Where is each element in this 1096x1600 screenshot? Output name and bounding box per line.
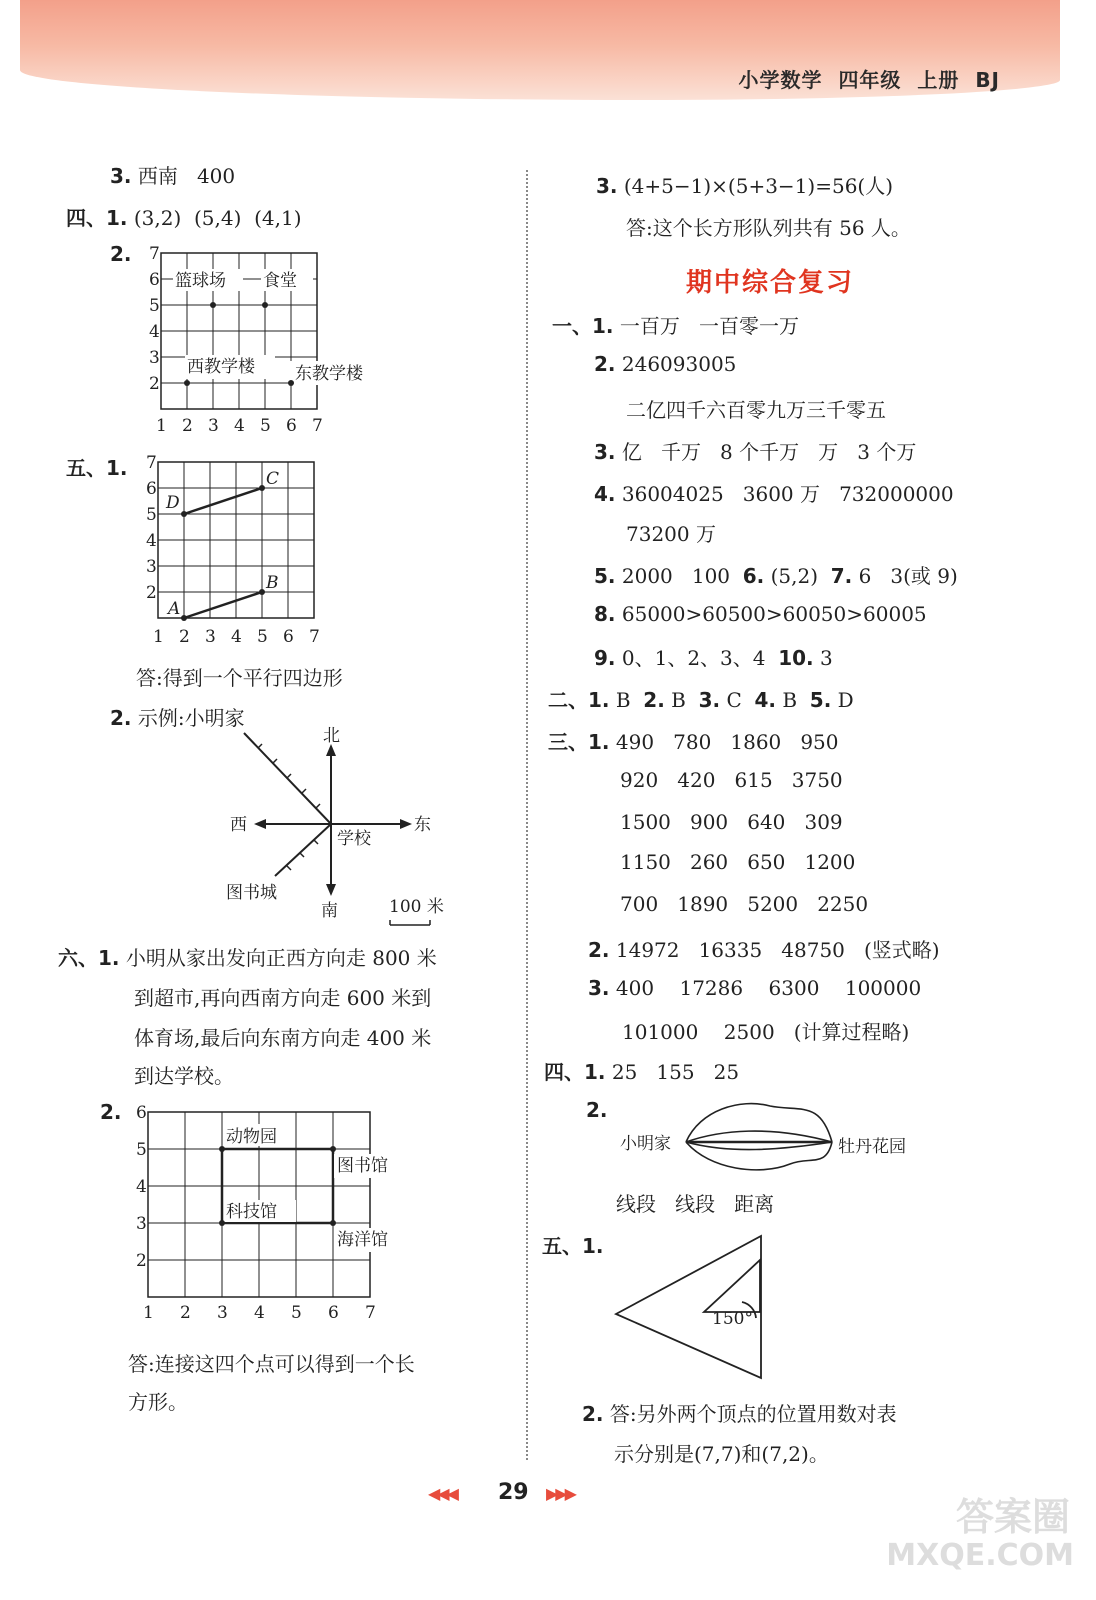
svg-text:6: 6 xyxy=(286,416,297,436)
svg-text:3: 3 xyxy=(136,1214,147,1234)
svg-text:3: 3 xyxy=(146,557,157,577)
answer-line: 2. 答:另外两个顶点的位置用数对表 xyxy=(582,1402,897,1426)
svg-text:4: 4 xyxy=(254,1303,265,1323)
question-number: 2. xyxy=(586,1098,608,1122)
svg-text:3: 3 xyxy=(205,627,216,647)
svg-text:5: 5 xyxy=(146,505,157,525)
svg-text:1: 1 xyxy=(156,416,167,436)
svg-text:A: A xyxy=(168,599,181,619)
answer-line: 4. 36004025 3600 万 732000000 xyxy=(594,482,954,506)
svg-text:东教学楼: 东教学楼 xyxy=(295,364,363,384)
svg-text:学校: 学校 xyxy=(337,829,371,849)
svg-text:北: 北 xyxy=(323,726,340,746)
answer-line: 920 420 615 3750 xyxy=(620,768,843,792)
answer-line: 到达学校。 xyxy=(134,1064,234,1088)
svg-text:科技馆: 科技馆 xyxy=(226,1202,277,1222)
svg-text:2: 2 xyxy=(180,1303,191,1323)
svg-text:食堂: 食堂 xyxy=(263,271,297,291)
svg-text:1: 1 xyxy=(153,627,164,647)
answer-line: 2. 246093005 xyxy=(594,352,737,376)
svg-text:西: 西 xyxy=(230,815,247,835)
svg-text:4: 4 xyxy=(231,627,242,647)
svg-text:3: 3 xyxy=(149,348,160,368)
svg-text:6: 6 xyxy=(146,479,157,499)
svg-text:6: 6 xyxy=(283,627,294,647)
svg-text:5: 5 xyxy=(291,1303,302,1323)
svg-text:1: 1 xyxy=(143,1303,154,1323)
svg-text:牡丹花园: 牡丹花园 xyxy=(838,1137,906,1157)
svg-text:100 米: 100 米 xyxy=(389,897,444,917)
answer-line: 700 1890 5200 2250 xyxy=(620,892,869,916)
question-number: 五、1. xyxy=(66,456,128,480)
answer-text: 答:得到一个平行四边形 xyxy=(136,666,343,690)
svg-text:7: 7 xyxy=(146,453,157,473)
svg-text:3: 3 xyxy=(217,1303,228,1323)
svg-text:6: 6 xyxy=(136,1103,147,1123)
answer-line: 三、1. 490 780 1860 950 xyxy=(548,730,839,754)
svg-text:7: 7 xyxy=(309,627,320,647)
answer-line: 9. 0、1、2、3、4 10. 3 xyxy=(594,646,833,670)
answer-line: 到超市,再向西南方向走 600 米到 xyxy=(134,986,432,1010)
svg-text:150°: 150° xyxy=(712,1309,753,1329)
watermark-url: MXQE.COM xyxy=(886,1538,1074,1573)
svg-text:B: B xyxy=(266,573,279,593)
answer-line: 二亿四千六百零九万三千零五 xyxy=(626,398,886,422)
svg-text:6: 6 xyxy=(328,1303,339,1323)
header-info: 小学数学 四年级 上册 BJ xyxy=(738,68,1000,92)
next-page-arrows: ▶▶▶ xyxy=(546,1484,574,1503)
answer-text: 答:这个长方形队列共有 56 人。 xyxy=(626,216,911,240)
page-number: 29 xyxy=(498,1480,529,1505)
question-number: 五、1. xyxy=(542,1234,604,1258)
svg-text:D: D xyxy=(166,493,180,513)
answer-line: 一、1. 一百万 一百零一万 xyxy=(552,314,799,338)
svg-text:2: 2 xyxy=(179,627,190,647)
answer-text: 方形。 xyxy=(128,1390,188,1414)
answer-line: 线段 线段 距离 xyxy=(616,1192,775,1216)
svg-text:2: 2 xyxy=(136,1251,147,1271)
svg-text:5: 5 xyxy=(260,416,271,436)
svg-text:西教学楼: 西教学楼 xyxy=(187,357,255,377)
answer-line: 73200 万 xyxy=(626,522,716,546)
section-title: 期中综合复习 xyxy=(686,268,855,298)
question-number: 2. xyxy=(110,242,132,266)
map1 xyxy=(149,244,385,436)
answer-line: 四、1. (3,2) (5,4) (4,1) xyxy=(66,206,302,230)
answer-line: 3. (4+5−1)×(5+3−1)=56(人) xyxy=(596,174,894,198)
svg-text:C: C xyxy=(266,469,280,489)
answer-line: 2. 14972 16335 48750 (竖式略) xyxy=(588,938,940,962)
svg-text:动物园: 动物园 xyxy=(226,1127,277,1147)
answer-line: 二、1. B 2. B 3. C 4. B 5. D xyxy=(548,688,854,712)
answer-text: 答:连接这四个点可以得到一个长 xyxy=(128,1352,415,1376)
svg-text:4: 4 xyxy=(149,322,160,342)
svg-text:3: 3 xyxy=(208,416,219,436)
svg-text:2: 2 xyxy=(149,374,160,394)
svg-text:图书城: 图书城 xyxy=(226,883,277,903)
svg-text:7: 7 xyxy=(149,244,160,264)
svg-text:海洋馆: 海洋馆 xyxy=(337,1230,388,1250)
svg-text:4: 4 xyxy=(146,531,157,551)
svg-text:7: 7 xyxy=(312,416,323,436)
answer-line: 101000 2500 (计算过程略) xyxy=(622,1020,910,1044)
answer-line: 8. 65000>60500>60050>60005 xyxy=(594,602,927,626)
svg-text:图书馆: 图书馆 xyxy=(337,1156,388,1176)
answer-line: 四、1. 25 155 25 xyxy=(544,1060,740,1084)
svg-text:小明家: 小明家 xyxy=(620,1134,671,1154)
svg-text:4: 4 xyxy=(234,416,245,436)
column-divider xyxy=(526,170,528,1460)
svg-text:5: 5 xyxy=(136,1140,147,1160)
answer-line: 3. 400 17286 6300 100000 xyxy=(588,976,922,1000)
svg-text:篮球场: 篮球场 xyxy=(175,271,226,291)
svg-text:南: 南 xyxy=(321,901,338,921)
answer-line: 3. 亿 千万 8 个千万 万 3 个万 xyxy=(594,440,917,464)
answer-line: 5. 2000 100 6. (5,2) 7. 6 3(或 9) xyxy=(594,564,958,588)
answer-line: 2. 示例:小明家 xyxy=(110,706,245,730)
svg-text:7: 7 xyxy=(365,1303,376,1323)
answer-line: 六、1. 小明从家出发向正西方向走 800 米 xyxy=(58,946,437,970)
svg-text:5: 5 xyxy=(149,296,160,316)
answer-line: 3. 西南 400 xyxy=(110,164,236,188)
svg-text:4: 4 xyxy=(136,1177,147,1197)
answer-line: 1150 260 650 1200 xyxy=(620,850,856,874)
svg-text:5: 5 xyxy=(257,627,268,647)
answer-line: 示分别是(7,7)和(7,2)。 xyxy=(614,1442,829,1466)
question-number: 2. xyxy=(100,1100,122,1124)
svg-text:东: 东 xyxy=(414,815,431,835)
prev-page-arrows: ◀◀◀ xyxy=(428,1484,456,1503)
watermark-logo: 答案圈 xyxy=(955,1495,1070,1539)
svg-text:6: 6 xyxy=(149,270,160,290)
answer-line: 体育场,最后向东南方向走 400 米 xyxy=(134,1026,432,1050)
svg-text:2: 2 xyxy=(146,583,157,603)
answer-line: 1500 900 640 309 xyxy=(620,810,843,834)
svg-text:2: 2 xyxy=(182,416,193,436)
